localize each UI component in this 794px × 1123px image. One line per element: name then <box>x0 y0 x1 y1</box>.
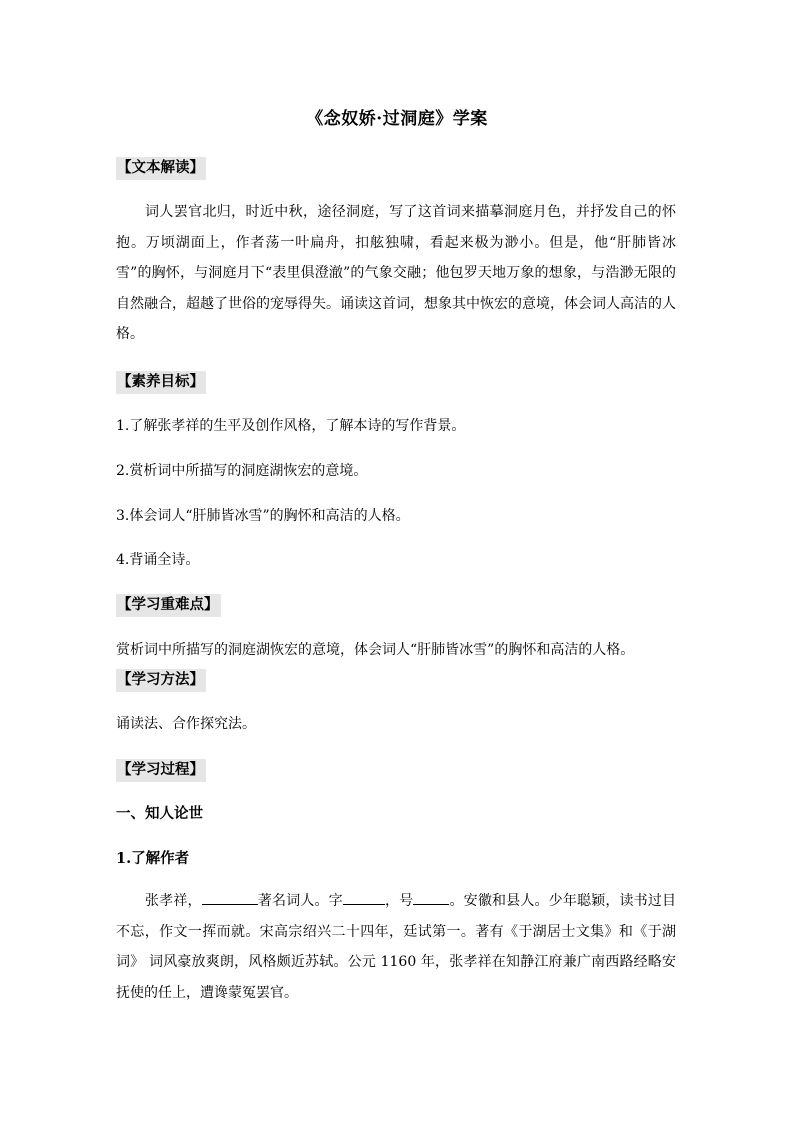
goal-item-3: 3.体会词人“肝肺皆冰雪”的胸怀和高洁的人格。 <box>116 508 410 524</box>
goal-item-4: 4.背诵全诗。 <box>116 552 200 568</box>
author-text-4: 。安徽和县人。少年聪颖，读书过目不忘，作文一挥而就。宋高宗绍兴二十四年，廷试第一。著有《于湖居士文集》和《于湖词》 词风豪放爽朗，风格颇近苏轼。公元 1160 年，张孝祥在知静江府兼广南西路经略安抚使的任上，遭谗蒙冤罢官。 <box>116 893 677 1001</box>
blank-dynasty <box>202 890 258 905</box>
process-sub-heading: 1.了解作者 <box>116 850 190 867</box>
section-heading-key-points: 【学习重难点】 <box>116 594 221 617</box>
section-heading-method: 【学习方法】 <box>116 669 206 692</box>
section-heading-text-reading: 【文本解读】 <box>116 157 206 180</box>
blank-courtesy-name <box>343 890 385 905</box>
author-paragraph <box>116 886 676 1008</box>
goal-item-1: 1.了解张孝祥的生平及创作风格，了解本诗的写作背景。 <box>116 418 466 434</box>
section-heading-process: 【学习过程】 <box>116 759 206 782</box>
goal-item-2: 2.赏析词中所描写的洞庭湖恢宏的意境。 <box>116 463 368 479</box>
process-part-heading: 一、知人论世 <box>116 805 203 822</box>
method-text: 诵读法、合作探究法。 <box>116 716 256 732</box>
author-text-1: 张孝祥， <box>145 893 202 909</box>
author-text-2: 著名词人。字 <box>257 893 343 909</box>
text-reading-paragraph: 词人罢官北归，时近中秋，途径洞庭，写了这首词来描摹洞庭月色，并抒发自己的怀抱。万顷湖面上，作者荡一叶扁舟，扣舷独啸，看起来极为渺小。但是，他“肝肺皆冰雪”的胸怀，与洞庭月下“表里俱澄澈”的气象交融；他包罗天地万象的想象，与浩渺无限的自然融合，超越了世俗的宠辱得失。诵读这首词，想象其中恢宏的意境，体会词人高洁的人格。 <box>116 204 676 342</box>
author-text-3: ，号 <box>384 893 414 909</box>
section-heading-goals: 【素养目标】 <box>116 371 206 394</box>
blank-art-name <box>413 890 449 905</box>
page-title: 《念奴娇·过洞庭》学案 <box>306 109 488 129</box>
key-points-text: 赏析词中所描写的洞庭湖恢宏的意境，体会词人“肝肺皆冰雪”的胸怀和高洁的人格。 <box>116 642 635 658</box>
